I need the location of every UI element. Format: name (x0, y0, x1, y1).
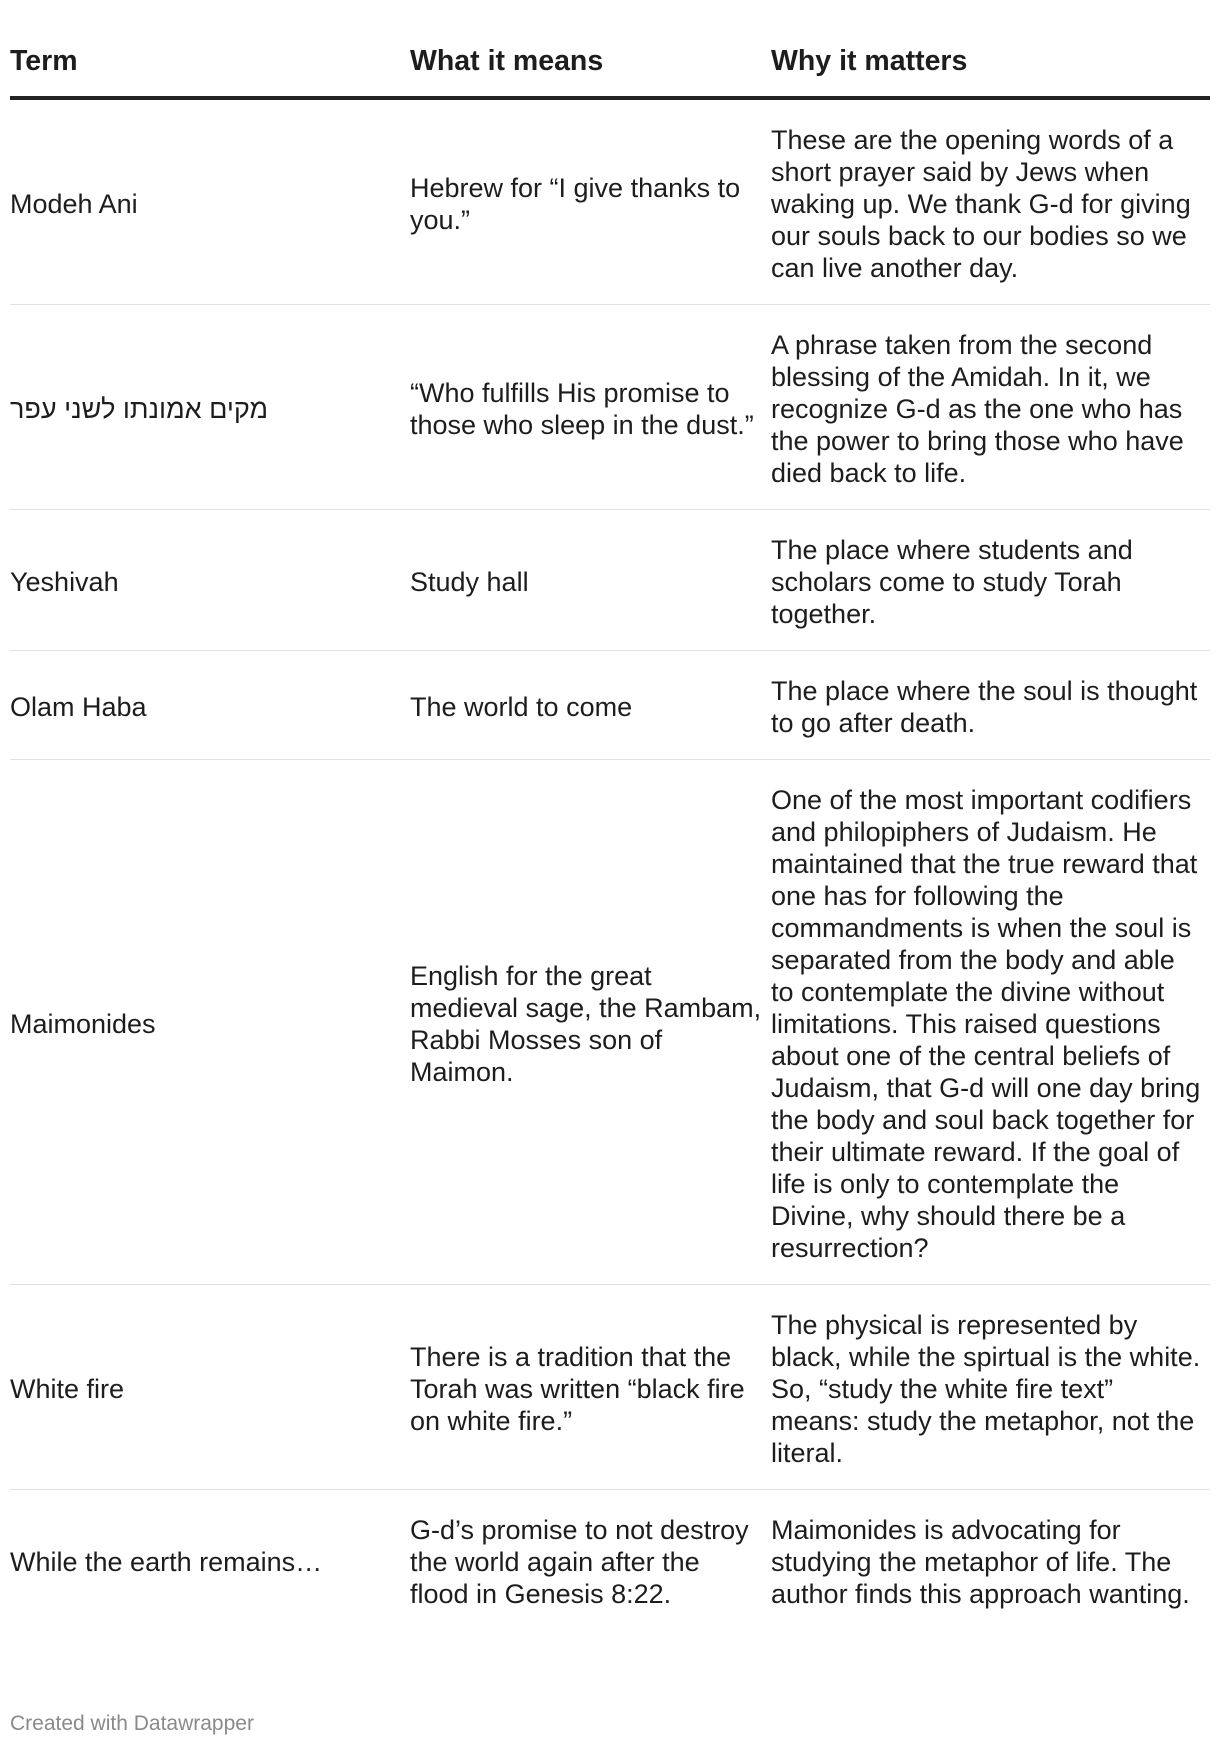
glossary-table-container (10, 40, 1210, 1630)
table-row (10, 510, 1210, 651)
meaning-cell: Hebrew for “I give thanks to you.” (410, 98, 771, 305)
why-cell: Maimonides is advocating for studying the metaphor of life. The author finds this approach wanting. (771, 1515, 1190, 1609)
meaning-cell: There is a tradition that the Torah was written “black fire on white fire.” (410, 1285, 771, 1490)
term-cell (10, 305, 410, 510)
header-row (10, 40, 1210, 98)
meaning-cell: English for the great medieval sage, the Rambam, Rabbi Mosses son of Maimon. (410, 760, 771, 1285)
term-cell: Maimonides (10, 760, 410, 1285)
datawrapper-credit[interactable]: Created with Datawrapper (10, 1712, 254, 1735)
term-cell: While the earth remains… (10, 1547, 323, 1577)
table-header (10, 40, 1210, 98)
meaning-cell: The world to come (410, 651, 771, 760)
table-row (10, 305, 1210, 510)
column-header-meaning[interactable]: What it means (410, 40, 771, 98)
glossary-table (10, 40, 1210, 1630)
table-row (10, 651, 1210, 760)
term-cell: Olam Haba (10, 651, 410, 760)
table-row (10, 760, 1210, 1285)
why-cell: The physical is represented by black, while the spirtual is the white. So, “study the white fire text” means: study the metaphor, not the literal. (771, 1285, 1210, 1490)
table-body (10, 98, 1210, 1630)
why-cell: A phrase taken from the second blessing of the Amidah. In it, we recognize G-d as the one who has the power to bring those who have died back to life. (771, 305, 1210, 510)
meaning-cell: G-d’s promise to not destroy the world again after the flood in Genesis 8:22. (410, 1515, 749, 1609)
table-row (10, 98, 1210, 305)
why-cell: The place where the soul is thought to go after death. (771, 651, 1210, 760)
why-cell: The place where students and scholars come to study Torah together. (771, 510, 1210, 651)
hebrew-term-text: מקים אמונתו לשני עפר (10, 394, 269, 424)
why-cell: These are the opening words of a short prayer said by Jews when waking up. We thank G-d for giving our souls back to our bodies so we can live another day. (771, 98, 1210, 305)
term-cell: Modeh Ani (10, 98, 410, 305)
column-header-term[interactable]: Term (10, 40, 410, 98)
term-cell: Yeshivah (10, 510, 410, 651)
table-row (10, 1285, 1210, 1490)
column-header-why[interactable]: Why it matters (771, 40, 1210, 98)
table-row (10, 1490, 1210, 1631)
meaning-cell: Study hall (410, 510, 771, 651)
term-cell: White fire (10, 1285, 410, 1490)
why-cell: One of the most important codifiers and philopiphers of Judaism. He maintained that the true reward that one has for following the commandments is when the soul is separated from the body and able to contemplate the divine without limitations. This raised questions about one of the central beliefs of Judaism, that G-d will one day bring the body and soul back together for their ultimate reward. If the goal of life is only to contemplate the Divine, why should there be a resurrection? (771, 760, 1210, 1285)
meaning-cell: “Who fulfills His promise to those who sleep in the dust.” (410, 305, 771, 510)
